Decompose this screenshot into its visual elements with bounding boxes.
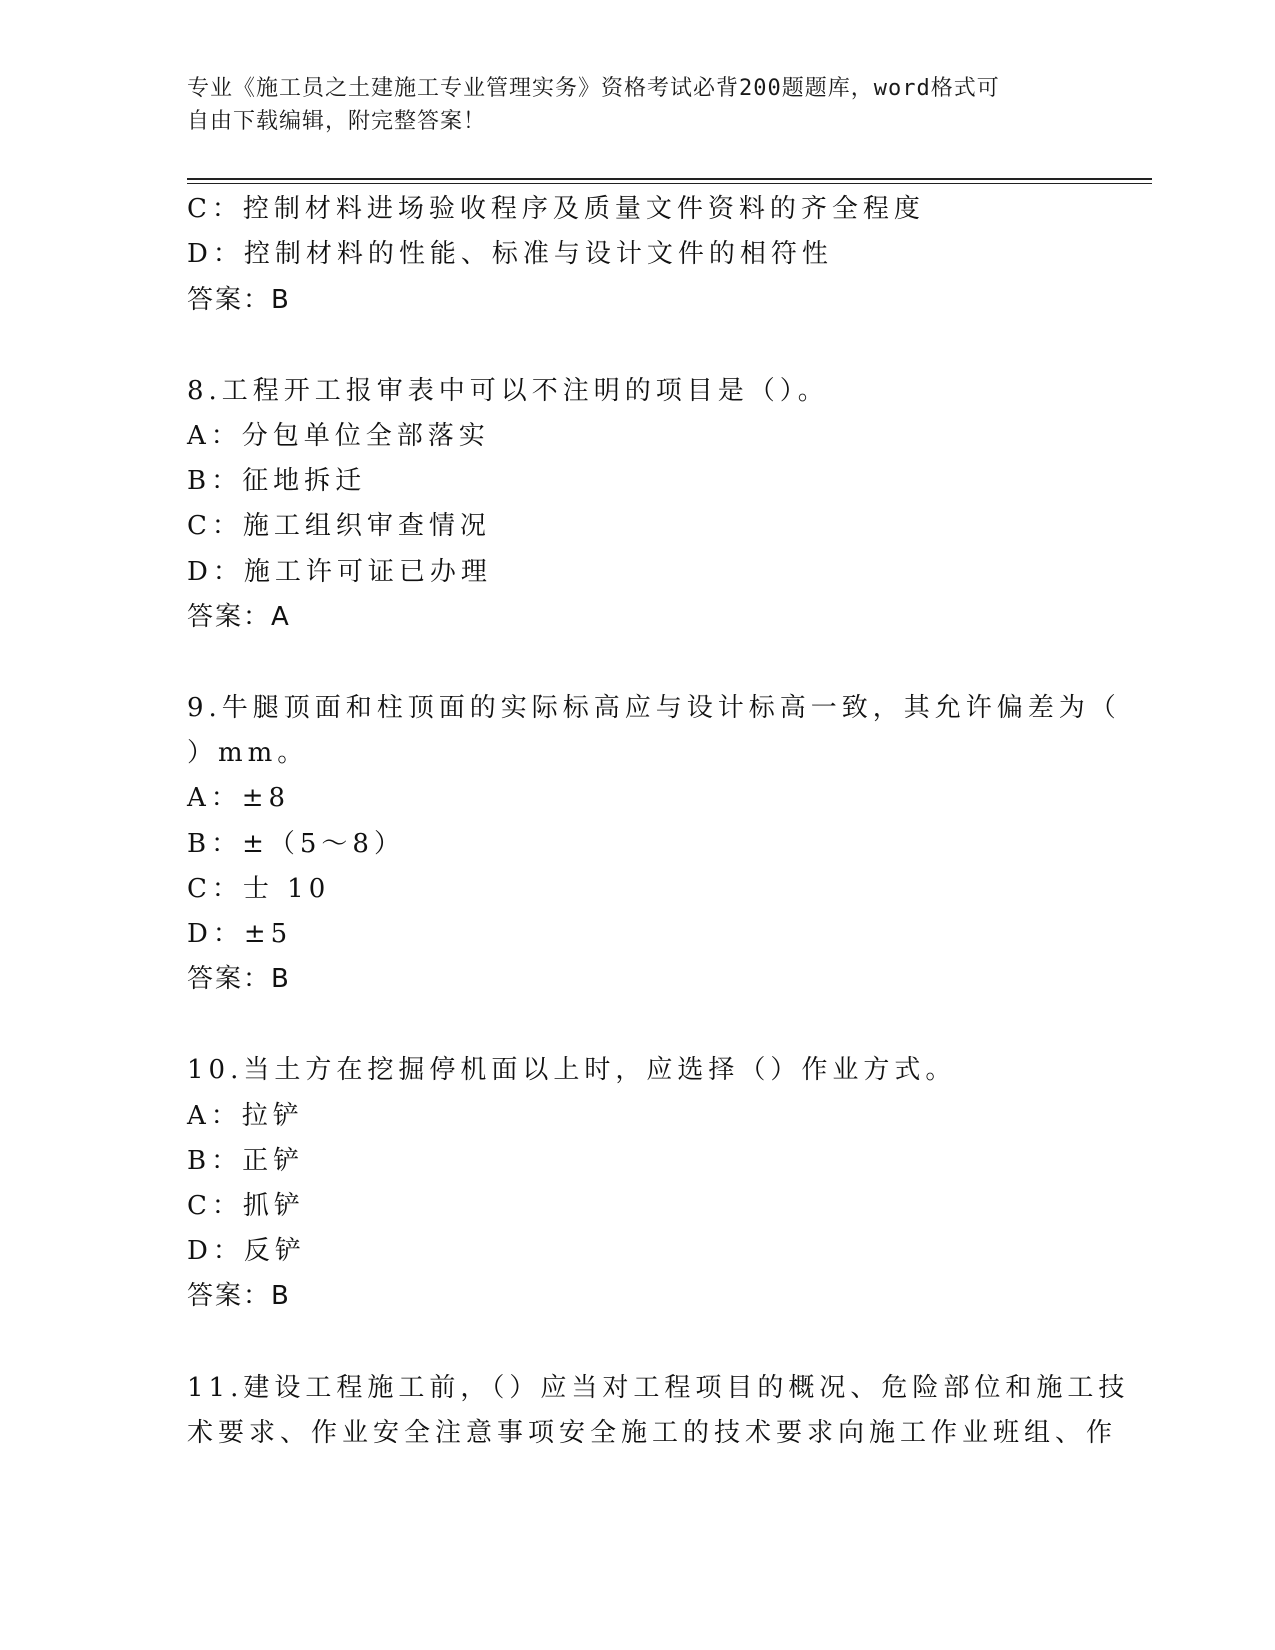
question-9-line-1: 9.牛腿顶面和柱顶面的实际标高应与设计标高一致，其允许偏差为（ [187,693,1121,723]
question-9-option-b: B：±（5～8） [187,829,405,859]
question-8-option-c: C：施工组织审查情况 [187,511,491,541]
question-8-option-a: A：分包单位全部落实 [187,421,490,451]
question-9-answer: 答案：B [187,964,291,994]
question-8-option-d: D：施工许可证已办理 [187,557,492,587]
question-8: 8.工程开工报审表中可以不注明的项目是（）。 [187,376,829,406]
question-9-line-2: ）mm。 [187,738,309,768]
header-line-2: 自由下载编辑，附完整答案！ [187,109,487,134]
question-10: 10.当土方在挖掘停机面以上时，应选择（）作业方式。 [187,1055,957,1085]
question-11-line-1: 11.建设工程施工前，（）应当对工程项目的概况、危险部位和施工技 [187,1373,1130,1403]
question-10-answer: 答案：B [187,1281,291,1311]
question-8-option-b: B：征地拆迁 [187,466,367,496]
header-divider-thin [187,183,1152,184]
answer: 答案：B [187,285,291,315]
document-header [187,72,1067,138]
question-10-option-a: A：拉铲 [187,1101,304,1131]
question-10-option-b: B：正铲 [187,1146,305,1176]
question-10-option-d: D：反铲 [187,1236,306,1266]
option-c: C：控制材料进场验收程序及质量文件资料的齐全程度 [187,194,925,224]
header-divider-thick [187,178,1152,180]
question-8-answer: 答案：A [187,602,291,632]
question-11-line-2: 术要求、作业安全注意事项安全施工的技术要求向施工作业班组、作 [187,1418,1118,1448]
question-10-option-c: C：抓铲 [187,1191,305,1221]
option-d: D：控制材料的性能、标准与设计文件的相符性 [187,239,833,269]
question-9-option-c: C：士 10 [187,874,331,904]
question-9-option-a: A：±8 [187,783,291,813]
question-9-option-d: D：±5 [187,919,293,949]
header-line-1: 专业《施工员之土建施工专业管理实务》资格考试必背200题题库，word格式可 [187,76,1000,101]
